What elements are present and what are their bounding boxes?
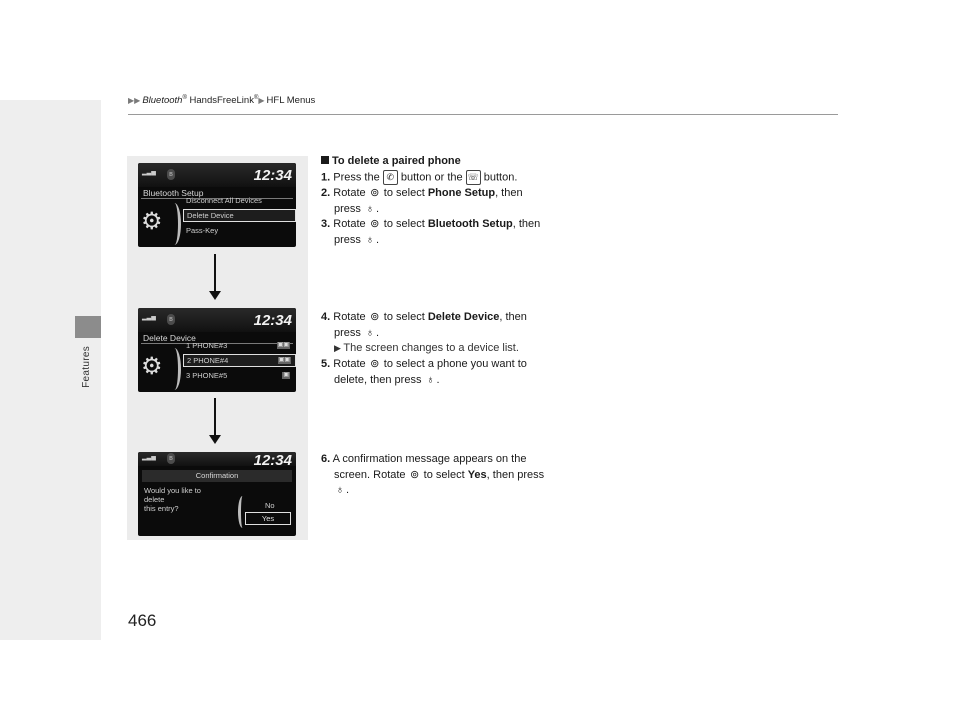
step-1 xyxy=(321,170,517,186)
text: Rotate xyxy=(333,311,366,323)
text: to select xyxy=(383,187,425,199)
selector-arc xyxy=(168,348,181,390)
bluetooth-icon: ʙ xyxy=(167,314,175,325)
message-line: this entry? xyxy=(144,504,179,513)
breadcrumb xyxy=(128,95,315,106)
text: delete, then press xyxy=(334,373,422,386)
target-label: Delete Device xyxy=(427,311,500,323)
note-text: The screen changes to a device list. xyxy=(343,342,519,355)
down-arrow-icon xyxy=(214,254,216,298)
step-number: 2. xyxy=(321,187,331,199)
phone-device-icon: ▣ xyxy=(283,372,289,378)
option-phone-1[interactable] xyxy=(183,340,294,351)
heading-text: To delete a paired phone xyxy=(332,155,461,167)
bluetooth-icon: ʙ xyxy=(167,453,175,464)
text: , then xyxy=(495,187,523,199)
text: button or the xyxy=(400,171,463,184)
section-heading xyxy=(321,155,461,167)
gear-icon: ⚙ xyxy=(141,353,163,380)
text: button. xyxy=(483,171,518,184)
breadcrumb-hfl-menus: HFL Menus xyxy=(266,95,316,107)
option-phone-3[interactable] xyxy=(183,370,294,381)
option-pass-key[interactable]: Pass-Key xyxy=(186,226,219,235)
text: , then xyxy=(512,218,541,230)
press-knob-icon: ♁ xyxy=(426,373,435,386)
option-phone-2[interactable] xyxy=(183,354,296,367)
confirmation-title: Confirmation xyxy=(142,470,292,482)
step-number: 1. xyxy=(321,171,331,184)
text: , then press xyxy=(486,468,545,481)
text: , then xyxy=(499,311,527,323)
option-disconnect-all[interactable]: Disconnect All Devices xyxy=(186,196,262,205)
step-4 xyxy=(321,310,527,357)
screen-bluetooth-setup xyxy=(138,163,296,247)
phone-device-icon: ▣▣ xyxy=(277,342,289,348)
selector-arc xyxy=(168,203,181,245)
step-5 xyxy=(321,357,527,388)
option-delete-device[interactable]: Delete Device xyxy=(183,209,296,222)
text: screen. Rotate xyxy=(334,468,406,481)
text: Rotate xyxy=(333,358,366,370)
screen-confirmation xyxy=(138,452,296,536)
message-line: Would you like to xyxy=(144,486,201,495)
selector-knob-icon: ⊚ xyxy=(370,218,380,231)
clock: 12:34 xyxy=(253,312,292,329)
press-knob-icon: ♁ xyxy=(365,233,375,246)
text: Rotate xyxy=(333,187,366,199)
selector-knob-icon: ⊚ xyxy=(370,311,380,324)
selector-knob-icon: ⊚ xyxy=(410,468,420,481)
text: to select xyxy=(383,218,425,230)
screen-status-bar xyxy=(138,308,296,332)
text: . xyxy=(436,373,440,386)
option-label: 2 PHONE#4 xyxy=(187,356,229,365)
target-label: Bluetooth Setup xyxy=(427,218,513,230)
breadcrumb-handsfreelink: HandsFreeLink xyxy=(189,95,254,107)
pick-up-button-icon: ☏ xyxy=(466,170,481,185)
target-label: Yes xyxy=(467,468,487,481)
text: to select xyxy=(423,468,465,481)
text: press xyxy=(334,326,361,339)
screen-title: Delete Device xyxy=(143,333,196,343)
signal-icon: ▂▃▅ xyxy=(142,454,156,461)
arrow-icon: ▶ xyxy=(334,343,344,354)
reg-mark: ® xyxy=(182,95,187,101)
phone-button-icon: ✆ xyxy=(383,170,398,185)
screen-status-bar xyxy=(138,452,296,469)
no-option[interactable]: No xyxy=(265,501,275,510)
text: A confirmation message appears on the xyxy=(332,453,527,465)
step-number: 3. xyxy=(321,218,331,230)
press-knob-icon: ♁ xyxy=(365,326,375,339)
text: . xyxy=(375,202,380,215)
step-number: 6. xyxy=(321,453,331,465)
breadcrumb-arrow-icon: ▶ xyxy=(258,96,265,106)
gear-icon: ⚙ xyxy=(141,208,163,235)
text: . xyxy=(375,233,380,246)
text: Rotate xyxy=(333,218,366,230)
reg-mark: ® xyxy=(253,95,259,101)
step-number: 4. xyxy=(321,311,331,323)
phone-device-icon: ▣▣ xyxy=(278,357,290,363)
selector-knob-icon: ⊚ xyxy=(370,358,380,371)
press-knob-icon: ♁ xyxy=(365,202,375,215)
text: to select xyxy=(383,311,425,323)
step-number: 5. xyxy=(321,358,331,370)
confirmation-message xyxy=(144,486,219,513)
step-3 xyxy=(321,217,540,248)
header-rule xyxy=(128,114,838,115)
screen-status-bar xyxy=(138,163,296,187)
down-arrow-icon xyxy=(214,398,216,442)
clock: 12:34 xyxy=(253,452,292,469)
screen-title: Bluetooth Setup xyxy=(143,188,204,198)
section-tab xyxy=(75,316,101,338)
selector-knob-icon: ⊚ xyxy=(370,187,380,200)
breadcrumb-bluetooth: Bluetooth xyxy=(142,95,183,107)
option-label: 1 PHONE#3 xyxy=(186,341,228,350)
press-knob-icon: ♁ xyxy=(335,484,345,497)
clock: 12:34 xyxy=(253,167,292,184)
step-2 xyxy=(321,186,523,217)
section-label: Features xyxy=(81,346,92,388)
text: press xyxy=(334,202,361,215)
text: to select a phone you want to xyxy=(383,358,527,370)
step-6 xyxy=(321,452,544,499)
screen-delete-device xyxy=(138,308,296,392)
breadcrumb-arrow-icon: ▶▶ xyxy=(128,96,141,106)
text: . xyxy=(375,326,380,339)
message-line: delete xyxy=(144,495,165,504)
signal-icon: ▂▃▅ xyxy=(142,169,156,176)
signal-icon: ▂▃▅ xyxy=(142,314,156,321)
target-label: Phone Setup xyxy=(427,187,496,199)
text: press xyxy=(334,233,361,246)
text: . xyxy=(346,484,350,497)
square-bullet-icon xyxy=(321,156,329,164)
bluetooth-icon: ʙ xyxy=(167,169,175,180)
yes-option[interactable]: Yes xyxy=(245,512,291,525)
text: Press the xyxy=(333,171,380,184)
option-label: 3 PHONE#5 xyxy=(186,371,228,380)
page-number: 466 xyxy=(128,611,157,630)
